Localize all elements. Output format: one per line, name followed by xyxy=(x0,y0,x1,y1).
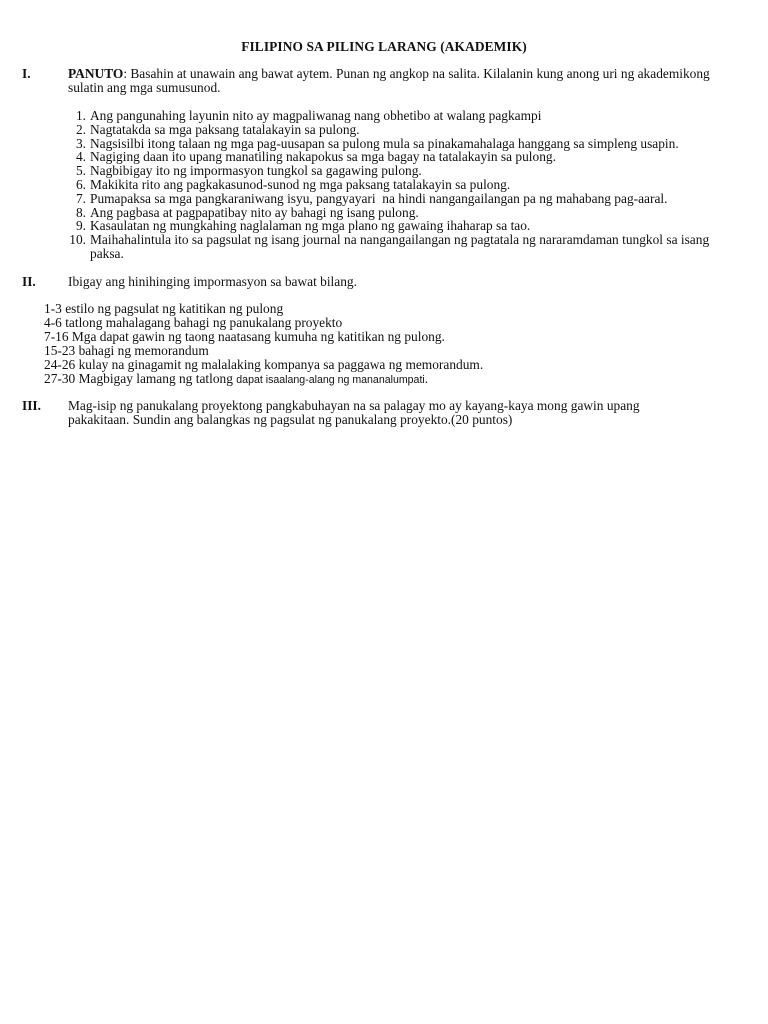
item-number: 10. xyxy=(69,232,86,248)
section-3-text: Mag-isip ng panukalang proyektong pangkabuhayan na sa palagay mo ay kayang-kaya mong gawin upang pakakitaan. Sundin ang balangkas ng pagsulat ng panukalang proyekto.(20 puntos) xyxy=(68,398,640,427)
item-number: 2. xyxy=(75,121,86,137)
list-item: 7-16 Mga dapat gawin ng taong naatasang kumuha ng katitikan ng pulong. xyxy=(44,329,445,344)
list-item xyxy=(75,108,730,123)
instruction-text: : Basahin at unawain ang bawat aytem. Punan ng angkop na salita. Kilalanin kung anong uri ng akademikong sulatin ang mga sumusunod. xyxy=(68,66,710,95)
item-number: 3. xyxy=(75,135,86,151)
list-item xyxy=(75,149,730,165)
last-line-end: . xyxy=(424,371,429,386)
section-2-instruction: Ibigay ang hinihinging impormasyon sa bawat bilang. xyxy=(68,274,357,289)
section-2-numeral: II. xyxy=(22,274,36,289)
list-item xyxy=(75,135,730,151)
item-number: 4. xyxy=(75,149,86,165)
section-1-item-list xyxy=(69,108,730,261)
list-item xyxy=(69,232,730,261)
item-text: Nagiging daan ito upang manatiling nakapokus sa mga bagay na tatalakayin sa pulong. xyxy=(90,149,556,165)
section-1-numeral: I. xyxy=(22,66,31,81)
item-text: Makikita rito ang pagkakasunod-sunod ng mga paksang tatalakayin sa pulong. xyxy=(90,176,511,192)
list-item xyxy=(75,204,730,220)
item-text: Ang pagbasa at pagpapatibay nito ay bahagi ng isang pulong. xyxy=(90,204,419,220)
section-3-numeral: III. xyxy=(22,398,41,413)
list-item: 24-26 kulay na ginagamit ng malalaking kompanya sa paggawa ng memorandum. xyxy=(44,357,484,372)
instruction-label: PANUTO xyxy=(68,66,124,81)
item-number: 9. xyxy=(75,218,86,234)
item-number: 5. xyxy=(75,163,86,179)
list-item xyxy=(75,190,730,206)
section-1-instruction xyxy=(68,67,728,95)
last-line-prefix: 27-30 Magbigay lamang ng tatlong xyxy=(44,371,237,386)
list-item xyxy=(75,121,730,137)
list-item xyxy=(75,218,730,234)
item-text: Nagsisilbi itong talaan ng mga pag-uusapan sa pulong mula sa pinakamahalaga hanggang sa simpleng usapin. xyxy=(90,135,679,151)
list-item: 1-3 estilo ng pagsulat ng katitikan ng pulong xyxy=(44,301,284,316)
item-text: Ang pangunahing layunin nito ay magpaliwanag nang obhetibo at walang pagkampi xyxy=(90,108,542,123)
list-item: 15-23 bahagi ng memorandum xyxy=(44,343,209,358)
item-text: Maihahalintula ito sa pagsulat ng isang journal na nangangailangan ng pagtatala ng nararamdaman tungkol sa isang paksa. xyxy=(90,232,710,261)
item-number: 1. xyxy=(75,108,86,123)
item-number: 7. xyxy=(75,190,86,206)
list-item xyxy=(75,176,730,192)
list-item: 4-6 tatlong mahalagang bahagi ng panukalang proyekto xyxy=(44,315,343,330)
document-title: FILIPINO SA PILING LARANG (AKADEMIK) xyxy=(241,39,527,54)
item-text: Kasaulatan ng mungkahing naglalaman ng mga plano ng gawaing ihaharap sa tao. xyxy=(90,218,531,234)
item-text: Nagbibigay ito ng impormasyon tungkol sa gagawing pulong. xyxy=(90,163,422,179)
item-number: 6. xyxy=(75,176,86,192)
section-2-list xyxy=(44,302,724,387)
item-text: Pumapaksa sa mga pangkaraniwang isyu, pangyayari na hindi nangangailangan pa ng mahabang pag-aaral. xyxy=(90,190,668,206)
list-item xyxy=(44,372,724,387)
item-text: Nagtatakda sa mga paksang tatalakayin sa pulong. xyxy=(90,121,360,137)
list-item xyxy=(75,163,730,179)
item-number: 8. xyxy=(75,204,86,220)
last-line-suffix: dapat isaalang-alang ng mananalumpati xyxy=(236,374,425,386)
